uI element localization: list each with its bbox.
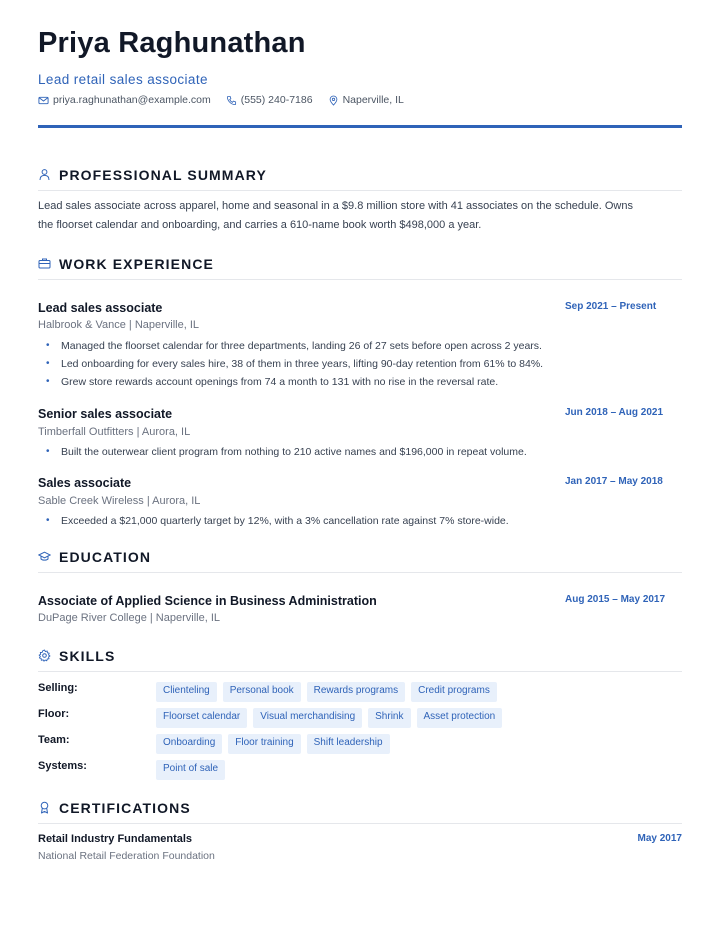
skill-chip: Point of sale — [156, 760, 225, 780]
skill-chips — [156, 734, 396, 754]
job-date: Jun 2018 – Aug 2021 — [565, 407, 664, 418]
contact-email[interactable] — [38, 94, 211, 106]
certification-name: Retail Industry Fundamentals — [38, 833, 193, 845]
skill-chip: Clienteling — [156, 682, 217, 702]
section-title-certifications: CERTIFICATIONS — [59, 800, 191, 816]
user-icon — [38, 168, 51, 181]
gear-icon — [38, 649, 51, 662]
section-header-education — [38, 549, 682, 573]
skill-group-label: Systems: — [38, 760, 87, 772]
skill-chip: Shift leadership — [307, 734, 390, 754]
section-header-certifications — [38, 800, 682, 824]
mail-icon — [38, 95, 49, 106]
skill-chip: Onboarding — [156, 734, 222, 754]
contact-phone[interactable] — [226, 94, 313, 106]
summary-line: Lead sales associate across apparel, home and seasonal in a $9.8 million store with 41 associates on the schedule. Owns — [38, 200, 633, 212]
award-icon — [38, 801, 51, 814]
briefcase-icon — [38, 257, 51, 270]
skill-chip: Floor training — [228, 734, 300, 754]
job-bullet: • Built the outerwear client program from nothing to 210 active names and $196,000 in repeat volume. — [46, 446, 527, 458]
job-bullet: • Grew store rewards account openings from 74 a month to 131 with no rise in the reversal rate. — [46, 376, 499, 388]
section-title-summary: PROFESSIONAL SUMMARY — [59, 167, 267, 183]
job-employer: Timberfall Outfitters | Aurora, IL — [38, 426, 191, 438]
job-bullet: • Managed the floorset calendar for three departments, landing 26 of 27 sets before open across 2 years. — [46, 340, 542, 352]
candidate-name: Priya Raghunathan — [38, 27, 306, 59]
job-title: Senior sales associate — [38, 407, 173, 421]
skill-chips — [156, 708, 508, 728]
section-header-skills — [38, 648, 682, 672]
education-date: Aug 2015 – May 2017 — [565, 594, 666, 605]
job-title: Sales associate — [38, 476, 132, 490]
section-title-experience: WORK EXPERIENCE — [59, 256, 214, 272]
candidate-role: Lead retail sales associate — [38, 72, 208, 87]
skill-group-label: Floor: — [38, 708, 70, 720]
skill-chips — [156, 760, 231, 780]
section-title-education: EDUCATION — [59, 549, 152, 565]
skill-group-label: Selling: — [38, 682, 78, 694]
job-employer: Sable Creek Wireless | Aurora, IL — [38, 495, 201, 507]
job-bullet: • Exceeded a $21,000 quarterly target by 12%, with a 3% cancellation rate against 7% store-wide. — [46, 515, 509, 527]
skill-chip: Credit programs — [411, 682, 497, 702]
contact-location — [328, 94, 404, 106]
graduation-cap-icon — [38, 550, 51, 563]
skill-chip: Visual merchandising — [253, 708, 362, 728]
map-pin-icon — [328, 95, 339, 106]
summary-line: the floorset calendar and onboarding, and carries a 610-name book worth $498,000 a year. — [38, 219, 482, 231]
school-name: DuPage River College | Naperville, IL — [38, 612, 220, 624]
skill-chip: Personal book — [223, 682, 301, 702]
certification-issuer: National Retail Federation Foundation — [38, 850, 215, 862]
section-header-experience — [38, 256, 682, 280]
skill-chip: Shrink — [368, 708, 410, 728]
skill-group-label: Team: — [38, 734, 70, 746]
header-divider — [38, 125, 682, 128]
section-title-skills: SKILLS — [59, 648, 116, 664]
degree-title: Associate of Applied Science in Business Administration — [38, 594, 377, 608]
phone-icon — [226, 95, 237, 106]
summary-text — [38, 197, 682, 235]
job-bullet: • Led onboarding for every sales hire, 38 of them in three years, lifting 90-day retention from 61% to 84%. — [46, 358, 544, 370]
skill-chip: Floorset calendar — [156, 708, 247, 728]
job-date: Sep 2021 – Present — [565, 301, 657, 312]
section-header-summary — [38, 167, 682, 191]
skill-chip: Rewards programs — [307, 682, 405, 702]
skill-chips — [156, 682, 503, 702]
job-employer: Halbrook & Vance | Naperville, IL — [38, 319, 200, 331]
contact-row — [38, 94, 419, 106]
email-text: priya.raghunathan@example.com — [53, 94, 211, 106]
job-date: Jan 2017 – May 2018 — [565, 476, 663, 487]
job-title: Lead sales associate — [38, 301, 163, 315]
phone-text: (555) 240-7186 — [240, 94, 313, 106]
certification-date: May 2017 — [637, 833, 682, 844]
location-text: Naperville, IL — [342, 94, 404, 106]
skill-chip: Asset protection — [417, 708, 503, 728]
